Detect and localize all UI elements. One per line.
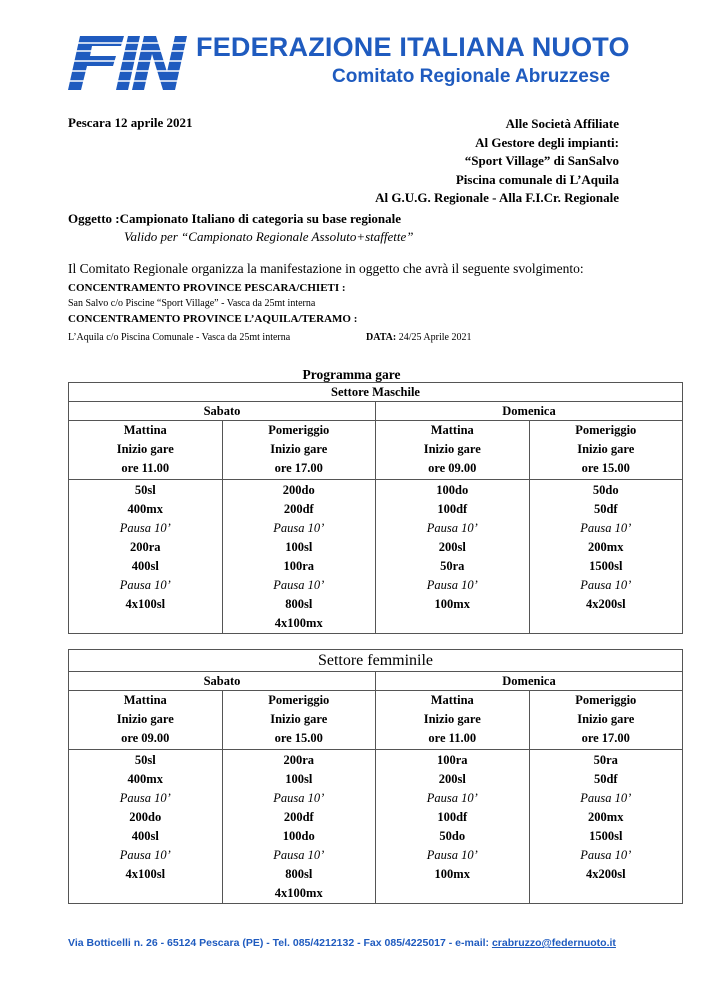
events-row — [69, 480, 683, 634]
concentration-2-title: CONCENTRAMENTO PROVINCE L’AQUILA/TERAMO : — [68, 313, 358, 325]
event-item: 200mx — [588, 810, 624, 824]
pause-item: Pausa 10’ — [273, 791, 325, 805]
event-item: 50ra — [440, 559, 465, 573]
event-item: 100ra — [283, 559, 315, 573]
pause-item: Pausa 10’ — [580, 578, 632, 592]
event-item: 1500sl — [589, 559, 623, 573]
pause-item: Pausa 10’ — [119, 521, 171, 535]
day-saturday: Sabato — [69, 402, 376, 421]
sector-title: Settore femminile — [69, 650, 683, 672]
session-header-row — [69, 421, 683, 480]
event-item: 100mx — [434, 867, 470, 881]
session-sub: Inizio gare — [423, 442, 481, 456]
session-sub: Inizio gare — [270, 712, 328, 726]
session-header — [376, 691, 530, 750]
session-header — [222, 421, 376, 480]
event-item: 400sl — [131, 829, 159, 843]
session-time: ore 17.00 — [274, 461, 323, 475]
events-row — [69, 750, 683, 904]
event-date-label: DATA: — [366, 332, 397, 343]
event-item: 100sl — [285, 772, 313, 786]
event-item: 50df — [593, 502, 618, 516]
session-sub: Inizio gare — [577, 712, 635, 726]
event-item: 200sl — [438, 772, 466, 786]
footer-email-link[interactable]: crabruzzo@federnuoto.it — [491, 937, 616, 949]
session-title: Mattina — [123, 423, 167, 437]
recipient-line: Piscina comunale di L’Aquila — [455, 171, 619, 187]
program-title: Programma gare — [302, 367, 401, 382]
session-header — [222, 691, 376, 750]
pause-item: Pausa 10’ — [273, 578, 325, 592]
event-item: 100df — [437, 502, 468, 516]
session-title: Mattina — [430, 423, 474, 437]
event-list — [376, 480, 530, 634]
event-item: 100do — [436, 483, 469, 497]
event-item: 200ra — [283, 753, 315, 767]
session-header — [69, 691, 223, 750]
event-item: 1500sl — [589, 829, 623, 843]
session-sub: Inizio gare — [423, 712, 481, 726]
event-list — [529, 750, 683, 904]
session-time: ore 11.00 — [121, 461, 170, 475]
session-header — [529, 421, 683, 480]
men-program-table — [68, 382, 683, 634]
concentration-1-title: CONCENTRAMENTO PROVINCE PESCARA/CHIETI : — [68, 282, 346, 294]
event-item: 4x200sl — [585, 867, 626, 881]
recipients-block — [375, 115, 619, 208]
session-sub: Inizio gare — [116, 442, 174, 456]
event-item: 200do — [129, 810, 162, 824]
event-item: 4x200sl — [585, 597, 626, 611]
event-list — [222, 480, 376, 634]
pause-item: Pausa 10’ — [426, 848, 478, 862]
recipient-line: Al G.U.G. Regionale - Alla F.I.Cr. Regionale — [375, 190, 619, 205]
event-item: 100df — [437, 810, 468, 824]
pause-item: Pausa 10’ — [426, 578, 478, 592]
session-time: ore 15.00 — [581, 461, 630, 475]
event-list — [222, 750, 376, 904]
session-header-row — [69, 691, 683, 750]
session-sub: Inizio gare — [270, 442, 328, 456]
event-item: 200df — [283, 502, 314, 516]
session-title: Mattina — [430, 693, 474, 707]
recipient-line: “Sport Village” di SanSalvo — [464, 153, 619, 168]
pause-item: Pausa 10’ — [426, 521, 478, 535]
event-list — [529, 480, 683, 634]
session-time: ore 15.00 — [274, 731, 323, 745]
event-item: 400mx — [127, 502, 163, 516]
event-date — [366, 332, 471, 343]
session-header — [376, 421, 530, 480]
session-time: ore 09.00 — [428, 461, 477, 475]
session-time: ore 11.00 — [428, 731, 477, 745]
recipient-line: Al Gestore degli impianti: — [475, 134, 619, 150]
event-item: 200mx — [588, 540, 624, 554]
event-item: 4x100mx — [274, 616, 323, 630]
event-item: 4x100mx — [274, 886, 323, 900]
subject-subtitle: Valido per “Campionato Regionale Assoluto+staffette” — [124, 229, 414, 244]
session-time: ore 17.00 — [581, 731, 630, 745]
event-item: 100mx — [434, 597, 470, 611]
session-title: Mattina — [123, 693, 167, 707]
intro-paragraph: Il Comitato Regionale organizza la manifestazione in oggetto che avrà il seguente svolgimento: — [68, 261, 584, 276]
concentration-1-venue: San Salvo c/o Piscine “Sport Village” - Vasca da 25mt interna — [68, 298, 316, 309]
session-title: Pomeriggio — [575, 693, 637, 707]
event-list — [69, 750, 223, 904]
pause-item: Pausa 10’ — [119, 578, 171, 592]
pause-item: Pausa 10’ — [580, 791, 632, 805]
footer-address: Via Botticelli n. 26 - 65124 Pescara (PE) - Tel. 085/4212132 - Fax 085/4225017 - e-mail: — [68, 937, 492, 949]
event-item: 50do — [439, 829, 466, 843]
event-item: 400sl — [131, 559, 159, 573]
pause-item: Pausa 10’ — [580, 848, 632, 862]
event-item: 50do — [592, 483, 619, 497]
event-item: 100do — [282, 829, 315, 843]
session-title: Pomeriggio — [575, 423, 637, 437]
session-sub: Inizio gare — [116, 712, 174, 726]
event-list — [69, 480, 223, 634]
session-title: Pomeriggio — [268, 693, 330, 707]
day-sunday: Domenica — [376, 402, 683, 421]
sector-title: Settore Maschile — [69, 383, 683, 402]
event-item: 200sl — [438, 540, 466, 554]
event-item: 4x100sl — [125, 597, 166, 611]
session-header — [69, 421, 223, 480]
event-item: 50sl — [134, 483, 156, 497]
women-program-table — [68, 649, 683, 904]
recipient-line: Alle Società Affiliate — [505, 116, 619, 131]
event-item: 800sl — [285, 597, 313, 611]
event-item: 200df — [283, 810, 314, 824]
event-list — [376, 750, 530, 904]
day-sunday: Domenica — [376, 672, 683, 691]
event-item: 50sl — [134, 753, 156, 767]
event-item: 4x100sl — [125, 867, 166, 881]
letter-date: Pescara 12 aprile 2021 — [68, 115, 193, 130]
organization-subtitle: Comitato Regionale Abruzzese — [332, 66, 611, 87]
event-item: 50ra — [593, 753, 618, 767]
pause-item: Pausa 10’ — [273, 848, 325, 862]
organization-name: FEDERAZIONE ITALIANA NUOTO — [196, 32, 630, 62]
session-sub: Inizio gare — [577, 442, 635, 456]
event-item: 100ra — [436, 753, 468, 767]
pause-item: Pausa 10’ — [119, 848, 171, 862]
pause-item: Pausa 10’ — [119, 791, 171, 805]
subject-line: Oggetto :Campionato Italiano di categoria su base regionale — [68, 211, 402, 226]
pause-item: Pausa 10’ — [580, 521, 632, 535]
session-title: Pomeriggio — [268, 423, 330, 437]
fin-logo — [66, 34, 188, 92]
session-time: ore 09.00 — [121, 731, 170, 745]
event-item: 200do — [282, 483, 315, 497]
footer-contact — [68, 937, 616, 949]
event-item: 800sl — [285, 867, 313, 881]
event-item: 100sl — [285, 540, 313, 554]
day-saturday: Sabato — [69, 672, 376, 691]
pause-item: Pausa 10’ — [426, 791, 478, 805]
event-item: 400mx — [127, 772, 163, 786]
event-date-value: 24/25 Aprile 2021 — [396, 332, 472, 343]
event-item: 50df — [593, 772, 618, 786]
pause-item: Pausa 10’ — [273, 521, 325, 535]
session-header — [529, 691, 683, 750]
event-item: 200ra — [129, 540, 161, 554]
concentration-2-venue: L’Aquila c/o Piscina Comunale - Vasca da 25mt interna — [68, 332, 291, 343]
